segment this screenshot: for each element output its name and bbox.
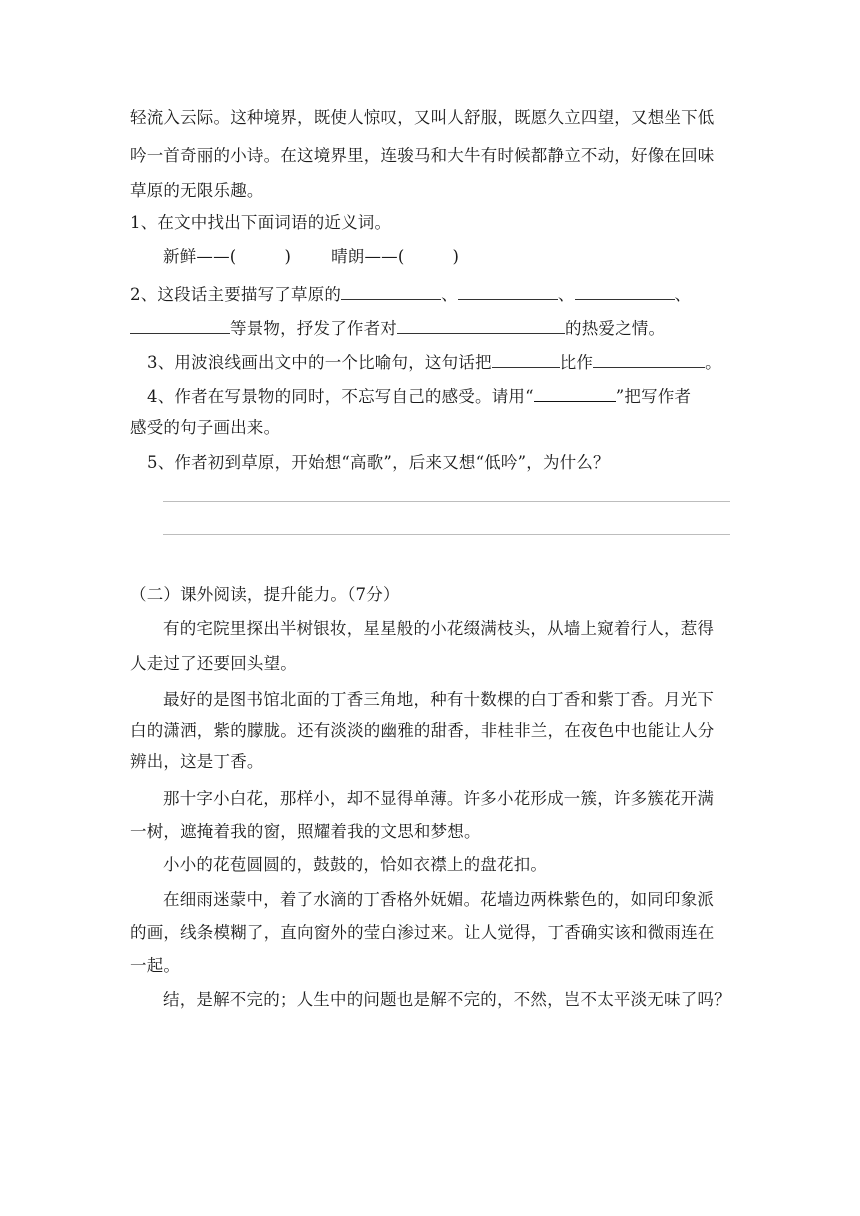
- passage-line: 吟一首奇丽的小诗。在这境界里，连骏马和大牛有时候都静立不动，好像在回味: [130, 146, 715, 165]
- synonym-item-1: 新鲜——(: [163, 247, 237, 266]
- paragraph-line: 一起。: [130, 956, 181, 975]
- question-2-cont: 等景物，抒发了作者对 的热爱之情。: [130, 318, 730, 339]
- passage-line: 草原的无限乐趣。: [130, 181, 264, 200]
- answer-blank[interactable]: [130, 318, 230, 334]
- section-heading: （二）课外阅读，提升能力。（7分）: [130, 585, 400, 604]
- answer-line[interactable]: [163, 534, 730, 535]
- question-5: 5、作者初到草原，开始想“高歌”，后来又想“低吟”，为什么？: [147, 453, 610, 472]
- answer-blank[interactable]: [492, 352, 560, 368]
- question-4: 4、作者在写景物的同时，不忘写自己的感受。请用“ ”把写作者: [147, 387, 692, 406]
- paragraph-line: 人走过了还要回头望。: [130, 654, 297, 673]
- answer-blank[interactable]: [341, 284, 441, 300]
- paragraph-line: 辨出，这是丁香。: [130, 752, 264, 771]
- paragraph-line: 最好的是图书馆北面的丁香三角地，种有十数棵的白丁香和紫丁香。月光下: [163, 690, 715, 709]
- question-1: 1、在文中找出下面词语的近义词。: [130, 213, 392, 232]
- question-3: 3、用波浪线画出文中的一个比喻句，这句话把 比作 。: [147, 353, 722, 372]
- synonym-item-2: 晴朗——(: [331, 247, 405, 266]
- question-2: 2、这段话主要描写了草原的 、 、 、: [130, 285, 692, 304]
- answer-blank[interactable]: [458, 284, 558, 300]
- answer-blank[interactable]: [575, 284, 675, 300]
- passage-line: 轻流入云际。这种境界，既使人惊叹，又叫人舒服，既愿久立四望，又想坐下低: [130, 108, 715, 127]
- underline-sample: [534, 386, 616, 402]
- paragraph-line: 有的宅院里探出半树银妆，星星般的小花缀满枝头，从墙上窥着行人，惹得: [163, 619, 715, 638]
- paragraph-line: 一树，遮掩着我的窗，照耀着我的文思和梦想。: [130, 822, 481, 841]
- answer-line[interactable]: [163, 501, 730, 502]
- answer-blank[interactable]: [593, 352, 705, 368]
- paragraph-line: 结，是解不完的；人生中的问题也是解不完的，不然，岂不太平淡无味了吗？: [163, 990, 731, 1009]
- paragraph-line: 的画，线条模糊了，直向窗外的莹白渗过来。让人觉得，丁香确实该和微雨连在: [130, 923, 715, 942]
- paragraph-line: 那十字小白花，那样小，却不显得单薄。许多小花形成一簇，许多簇花开满: [163, 789, 715, 808]
- paragraph-line: 小小的花苞圆圆的，鼓鼓的，恰如衣襟上的盘花扣。: [163, 855, 548, 874]
- paragraph-line: 白的潇洒，紫的朦胧。还有淡淡的幽雅的甜香，非桂非兰，在夜色中也能让人分: [130, 721, 715, 740]
- answer-blank[interactable]: [397, 318, 565, 334]
- paragraph-line: 在细雨迷蒙中，着了水滴的丁香格外妩媚。花墙边两株紫色的，如同印象派: [163, 890, 715, 909]
- question-1-items: 新鲜——( ) 晴朗——( ): [163, 247, 460, 266]
- question-4-cont: 感受的句子画出来。: [130, 418, 281, 437]
